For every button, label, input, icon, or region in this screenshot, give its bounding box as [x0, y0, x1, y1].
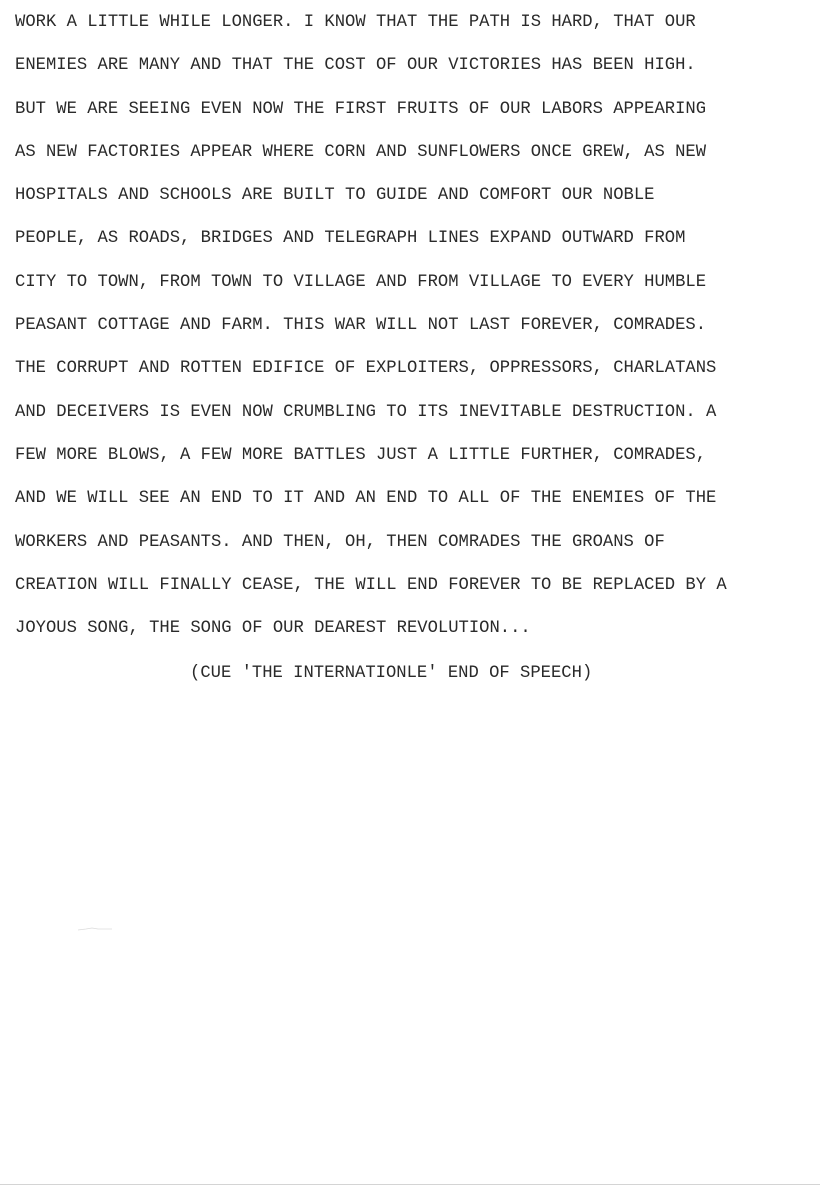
speech-line: AS NEW FACTORIES APPEAR WHERE CORN AND SUNFLOWERS ONCE GREW, AS NEW — [15, 142, 707, 162]
speech-line: WORKERS AND PEASANTS. AND THEN, OH, THEN COMRADES THE GROANS OF — [15, 532, 665, 552]
scan-smudge — [78, 926, 112, 932]
speech-line: THE CORRUPT AND ROTTEN EDIFICE OF EXPLOITERS, OPPRESSORS, CHARLATANS — [15, 359, 717, 379]
speech-line: PEASANT COTTAGE AND FARM. THIS WAR WILL NOT LAST FOREVER, COMRADES. — [15, 316, 707, 336]
stage-cue: (CUE 'THE INTERNATIONLE' END OF SPEECH) — [190, 664, 593, 683]
page-edge-line — [0, 1184, 820, 1185]
speech-line: FEW MORE BLOWS, A FEW MORE BATTLES JUST A LITTLE FURTHER, COMRADES, — [15, 445, 707, 465]
speech-line: PEOPLE, AS ROADS, BRIDGES AND TELEGRAPH LINES EXPAND OUTWARD FROM — [15, 229, 686, 249]
speech-text — [15, 8, 815, 657]
speech-line: AND WE WILL SEE AN END TO IT AND AN END TO ALL OF THE ENEMIES OF THE — [15, 489, 717, 509]
speech-line: AND DECEIVERS IS EVEN NOW CRUMBLING TO ITS INEVITABLE DESTRUCTION. A — [15, 402, 717, 422]
speech-line: BUT WE ARE SEEING EVEN NOW THE FIRST FRUITS OF OUR LABORS APPEARING — [15, 99, 707, 119]
speech-line: ENEMIES ARE MANY AND THAT THE COST OF OUR VICTORIES HAS BEEN HIGH. — [15, 56, 696, 76]
speech-line: CREATION WILL FINALLY CEASE, THE WILL END FOREVER TO BE REPLACED BY A — [15, 575, 727, 595]
speech-line: JOYOUS SONG, THE SONG OF OUR DEAREST REVOLUTION... — [15, 619, 531, 639]
speech-line: HOSPITALS AND SCHOOLS ARE BUILT TO GUIDE AND COMFORT OUR NOBLE — [15, 186, 655, 206]
speech-line: CITY TO TOWN, FROM TOWN TO VILLAGE AND FROM VILLAGE TO EVERY HUMBLE — [15, 272, 707, 292]
speech-line: WORK A LITTLE WHILE LONGER. I KNOW THAT THE PATH IS HARD, THAT OUR — [15, 13, 696, 32]
